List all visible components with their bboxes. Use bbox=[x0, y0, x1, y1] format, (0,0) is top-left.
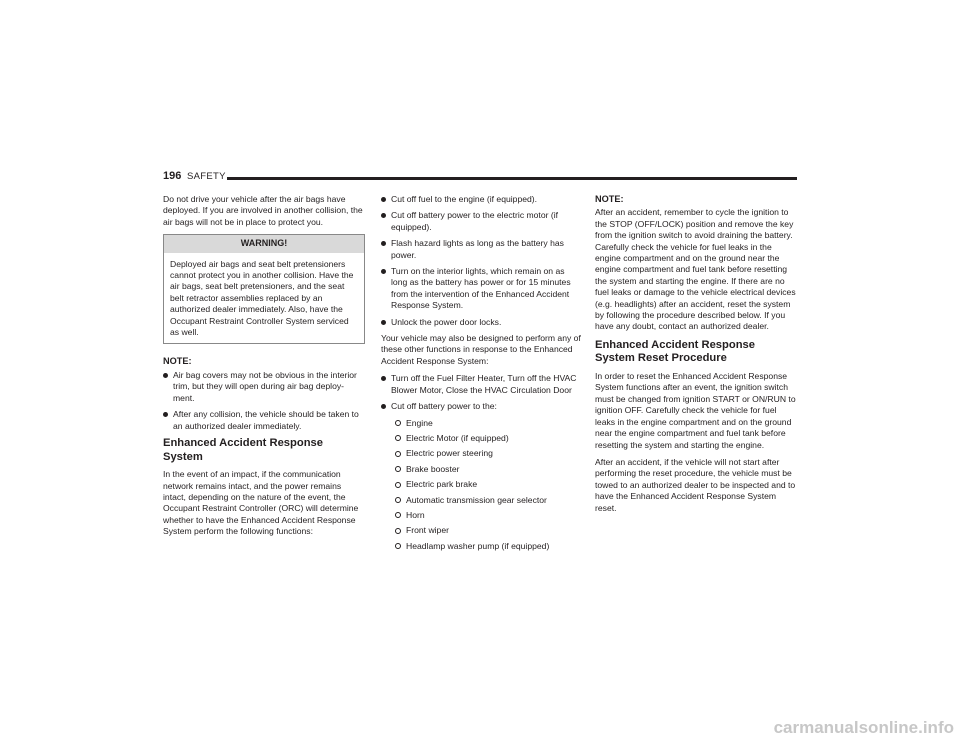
sub-list-item bbox=[381, 525, 581, 536]
page-number: 196 bbox=[163, 170, 182, 182]
page-header bbox=[163, 170, 797, 188]
bullet-icon bbox=[381, 320, 386, 325]
list-item-text: Cut off battery power to the electric motor (if equipped). bbox=[391, 210, 559, 232]
list-item bbox=[381, 266, 581, 312]
bullet-icon bbox=[381, 269, 386, 274]
sub-list-item bbox=[381, 479, 581, 490]
warning-text: Deployed air bags and seat belt pretensioners cannot protect you in another collision. Have the air bags, seat belt pretensioners, and the seat belt retractor assemblies replaced by an authorized dealer immediately. Also, have the Occupant Restraint Controller System serviced as well. bbox=[170, 258, 354, 338]
intro-paragraph: Do not drive your vehicle after the air bags have deployed. If you are involved in another collision, the air bags will not be in place to protect you. bbox=[163, 194, 363, 227]
sub-list-item-text: Front wiper bbox=[406, 525, 449, 536]
note-text: After an accident, remember to cycle the ignition to the STOP (OFF/LOCK) position and remove the key from the ignition switch to avoid draining the battery. Carefully check the vehicle for fuel leaks in the engine compartment and on the ground near the engine compartment and fuel tank before resetting the system and starting the engine. If there are no fuel leaks or damage to the vehicle electrical devices (e.g. headlights) after an accident, reset the system by following the procedure described below. If you have any doubt, contact an authorized dealer. bbox=[595, 207, 796, 332]
sub-list-item-text: Brake booster bbox=[406, 463, 460, 474]
list-item bbox=[381, 238, 581, 261]
sub-bullet-icon bbox=[395, 528, 401, 534]
list-item bbox=[381, 194, 581, 205]
sub-list-item-text: Engine bbox=[406, 417, 433, 428]
header-rule bbox=[227, 177, 797, 180]
section-title: SAFETY bbox=[187, 171, 226, 182]
list-item bbox=[381, 373, 581, 396]
sub-bullet-icon bbox=[395, 466, 401, 472]
list-item bbox=[381, 401, 581, 412]
bullet-icon bbox=[381, 376, 386, 381]
body-paragraph: After an accident, if the vehicle will not start after performing the reset procedure, the vehicle must be towed to an authorized dealer to be inspected and to have the Enhanced Accident Response System reset. bbox=[595, 456, 796, 513]
sub-bullet-icon bbox=[395, 497, 401, 503]
sub-bullet-icon bbox=[395, 420, 401, 426]
section-heading: Enhanced Accident Response System bbox=[163, 436, 323, 463]
list-item bbox=[381, 317, 581, 328]
sub-list-item bbox=[381, 495, 581, 506]
list-item-text: Turn off the Fuel Filter Heater, Turn off the HVAC Blower Motor, Close the HVAC Circulation Door bbox=[391, 373, 577, 395]
sub-bullet-icon bbox=[395, 543, 401, 549]
body-paragraph: In the event of an impact, if the communication network remains intact, and the power remains intact, depending on the nature of the event, the Occupant Restraint Controller (ORC) will determine whether to have the Enhanced Accident Response System perform the following functions: bbox=[163, 469, 359, 537]
sub-bullet-icon bbox=[395, 435, 401, 441]
sub-list-item-text: Electric park brake bbox=[406, 479, 478, 490]
sub-list-item-text: Headlamp washer pump (if equipped) bbox=[406, 540, 550, 551]
note-list bbox=[163, 370, 365, 432]
body-paragraph: Your vehicle may also be designed to perform any of these other functions in response to the Enhanced Accident Response System: bbox=[381, 333, 581, 366]
bullet-icon bbox=[381, 213, 386, 218]
sub-list-item bbox=[381, 418, 581, 429]
bullet-icon bbox=[381, 404, 386, 409]
list-item-text: Turn on the interior lights, which remain on as long as the battery has power or for 15 minutes from the intervention of the Enhanced Accident Response System. bbox=[391, 266, 571, 311]
body-paragraph: In order to reset the Enhanced Accident Response System functions after an event, the ignition switch must be changed from ignition START or ON/RUN to ignition OFF. Carefully check the vehicle for fuel leaks in the engine compartment and on the ground near the engine compartment and fuel tank before resetting the system and starting the engine. bbox=[595, 371, 796, 450]
note-label: NOTE: bbox=[163, 356, 192, 367]
bullet-icon bbox=[163, 373, 168, 378]
sub-list-item-text: Electric power steering bbox=[406, 448, 493, 459]
list-item-text: Cut off battery power to the: bbox=[391, 401, 497, 412]
sub-bullet-icon bbox=[395, 482, 401, 488]
bullet-icon bbox=[381, 241, 386, 246]
sub-list-item bbox=[381, 448, 581, 459]
sub-bullet-icon bbox=[395, 451, 401, 457]
list-item bbox=[163, 409, 365, 432]
bullet-icon bbox=[381, 197, 386, 202]
function-list bbox=[381, 194, 581, 328]
note-label: NOTE: bbox=[595, 194, 624, 204]
watermark: carmanualsonline.info bbox=[773, 718, 954, 737]
list-item bbox=[381, 210, 581, 233]
other-functions-list bbox=[381, 373, 581, 412]
sub-list-item-text: Automatic transmission gear selector bbox=[406, 494, 547, 505]
column-right bbox=[595, 194, 797, 520]
warning-title: WARNING! bbox=[164, 235, 364, 252]
sub-list-item-text: Electric Motor (if equipped) bbox=[406, 432, 509, 443]
sub-list-item bbox=[381, 464, 581, 475]
battery-cutoff-list bbox=[381, 418, 581, 553]
list-item-text: Air bag covers may not be obvious in the interior trim, but they will open during air bag deploy-ment. bbox=[173, 369, 357, 403]
sub-bullet-icon bbox=[395, 512, 401, 518]
section-heading: Enhanced Accident Response System Reset Procedure bbox=[595, 338, 755, 365]
column-middle bbox=[381, 194, 581, 556]
sub-list-item bbox=[381, 433, 581, 444]
sub-list-item-text: Horn bbox=[406, 509, 425, 520]
list-item-text: Cut off fuel to the engine (if equipped). bbox=[391, 194, 538, 204]
sub-list-item bbox=[381, 541, 581, 552]
bullet-icon bbox=[163, 412, 168, 417]
list-item bbox=[163, 370, 365, 404]
list-item-text: Unlock the power door locks. bbox=[391, 316, 502, 327]
warning-box bbox=[163, 234, 365, 344]
list-item-text: After any collision, the vehicle should be taken to an authorized dealer immediately. bbox=[173, 409, 359, 431]
sub-list-item bbox=[381, 510, 581, 521]
list-item-text: Flash hazard lights as long as the battery has power. bbox=[391, 238, 564, 260]
column-left bbox=[163, 194, 365, 544]
